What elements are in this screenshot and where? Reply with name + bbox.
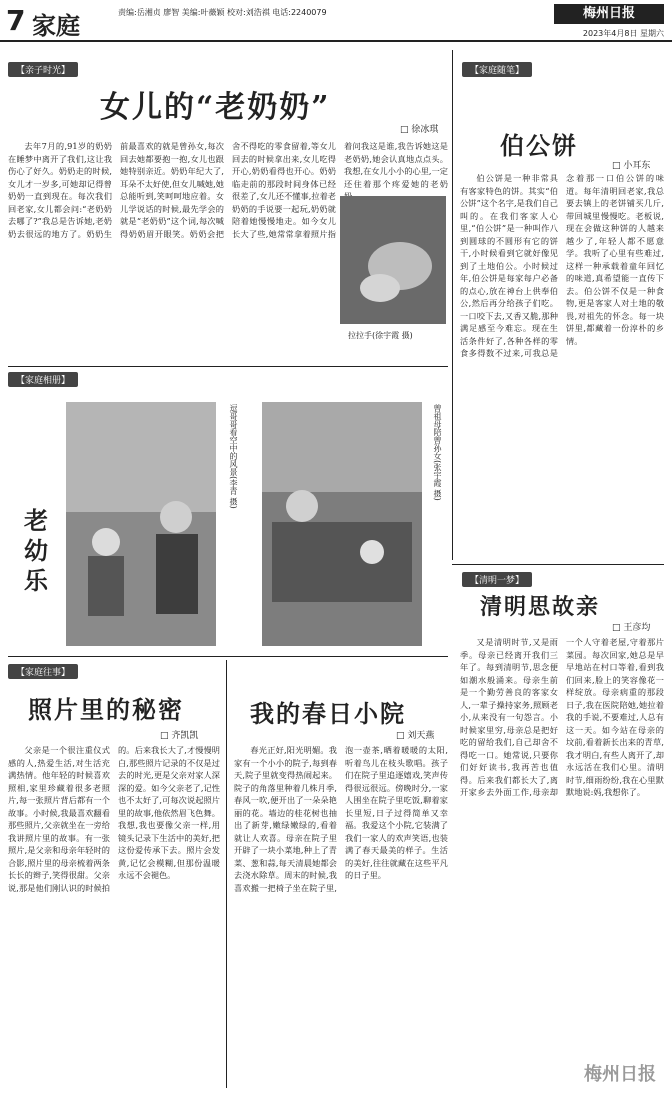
article3-photo2 [262,402,422,646]
article3-tag: 【家庭相册】 [8,372,78,387]
grandparent-child-photo-icon [66,402,216,646]
article2-tag: 【家庭随笔】 [462,62,532,77]
article1-tag: 【亲子时光】 [8,62,78,77]
article4-author: □ 王彦均 [612,623,651,633]
hands-photo-icon [340,196,446,324]
divider [8,656,448,657]
article6-author: □ 刘天燕 [396,731,435,741]
column-divider [226,660,227,1088]
article4-title: 清明思故亲 [480,594,601,620]
article3-title: 老幼乐 [24,506,50,595]
article2-author: □ 小耳东 [612,161,651,171]
article1-photo-caption: 拉拉手(徐宇霞 摄) [348,331,413,340]
article1-title: 女儿的“老奶奶” [100,90,331,125]
article2-title: 伯公饼 [500,131,578,160]
article4-body: 又是清明时节,又是雨季。母亲已经离开我们三年了。每到清明节,思念便如潮水般涌来。母亲生前是一个勤劳善良的客家女人,一辈子操持家务,照顾老小,从来没有一句怨言。小时候家里穷,母亲总是把好吃的留给我们,自己却舍不得吃一口。她常说,只要你们好好读书,我再苦也值得。后来我们都长大了,离开家乡去外面工作,母亲却一个人守着老屋,守着那片菜园。每次回家,她总是早早地站在村口等着,看到我们回来,脸上的笑容像花一样绽放。母亲病重的那段日子,我在医院陪她,她拉着我的手说,不要难过,人总有这一天。如今站在母亲的坟前,看着新长出来的青草,我才明白,有些人离开了,却永远活在我们心里。清明时节,细雨纷纷,我在心里默默地说:妈,我想你了。 [460,637,664,797]
article3-photo1-caption: 逗哥哥看空中的风景(李青 摄) [229,404,238,509]
article6-body: 春光正好,阳光明媚。我家有一个小小的院子,每到春天,院子里就变得热闹起来。院子的角落里种着几株月季,春风一吹,便开出了一朵朵艳丽的花。墙边的桂花树也抽出了新芽,嫩绿嫩绿的,看着就让人欢喜。母亲在院子里开辟了一块小菜地,种上了青菜、葱和蒜,每天清晨她都会去浇水除草。周末的时候,我喜欢搬一把椅子坐在院子里,泡一壶茶,晒着暖暖的太阳,听着鸟儿在枝头歌唱。孩子们在院子里追逐嬉戏,笑声传得很远很远。傍晚时分,一家人围坐在院子里吃饭,聊着家长里短,日子过得简单又幸福。我爱这个小院,它装满了我们一家人的欢声笑语,也装满了春天最美的样子。生活的美好,往往就藏在这些平凡的日子里。 [234,745,448,893]
article4-tag: 【清明一梦】 [462,572,532,587]
editor-credits: 责编:岳湘贞 廖智 美编:叶薇颖 校对:刘浩祺 电话:2240079 [118,8,327,17]
watermark: 梅州日报 [584,1064,656,1085]
article5-title: 照片里的秘密 [28,695,184,724]
article5-author: □ 齐凯凯 [160,731,199,741]
column-divider [452,50,453,560]
paper-logo: 梅州日报 [554,4,664,24]
article3-photo2-caption: 曾祖母陪曾孙女(张宇霞 摄) [433,404,442,501]
issue-date: 2023年4月8日 星期六 [582,29,664,38]
divider [8,366,448,367]
article3-photo1 [66,402,216,646]
great-grandmother-photo-icon [262,402,422,646]
article5-tag: 【家庭往事】 [8,664,78,679]
page-header [0,0,672,42]
divider [452,564,664,565]
article1-body: 去年7月的,91岁的奶奶在睡梦中离开了我们,这让我伤心了好久。奶奶走的时候,女儿才一岁多,可她却记得曾奶奶一直到现在。每次我们回老家,女儿都会问:“老奶奶去哪了?”我总是告诉她,老奶奶去很远的地方了。奶奶生前最喜欢的就是曾孙女,每次回去她都要抱一抱,女儿也跟她特别亲近。奶奶年纪大了,耳朵不太好使,但女儿喊她,她总能听到,笑呵呵地应着。女儿学说话的时候,最先学会的就是“老奶奶”这个词,每次喊得奶奶眉开眼笑。奶奶会把舍不得吃的零食留着,等女儿回去的时候拿出来,女儿吃得开心,奶奶看得也开心。奶奶临走前的那段时间身体已经很差了,女儿还不懂事,拉着老奶奶的手说要一起玩,奶奶就陪着她慢慢地走。如今女儿长大了些,她常常拿着照片指着问我这是谁,我告诉她这是老奶奶,她会认真地点点头。我想,在女儿小小的心里,一定还住着那个疼爱她的老奶 [8,141,448,239]
section-name: 家庭 [32,12,80,40]
article1-photo [340,196,446,324]
page-number: 7 [6,4,26,37]
article6-title: 我的春日小院 [250,699,406,728]
article1-author: □ 徐冰琪 [400,125,439,135]
article2-body: 伯公饼是一种非常具有客家特色的饼。其实“伯公饼”这个名字,是我们自己叫的。在我们客家人心里,“伯公饼”是一种叫作八到圆球的不圆形有它的饼干,小时候看到它就好像见到了土地伯公。小时候过年,伯公饼是每家每户必备的点心,放在神台上供奉伯公,然后再分给孩子们吃。一口咬下去,又香又脆,那种满足感至今难忘。现在生活条件好了,各种各样的零食多得数不过来,可我总是念着那一口伯公饼的味道。每年清明回老家,我总要去镇上的老饼铺买几斤,带回城里慢慢吃。老板说,现在会做这种饼的人越来越少了,年轻人都不愿意学。我听了心里有些难过,这样一种承载着童年回忆的味道,真希望能一直传下去。伯公饼不仅是一种食物,更是客家人对土地的敬畏,对祖先的怀念。每一块饼里,都藏着一份淳朴的乡情。 [460,173,664,358]
article5-body: 父亲是一个很注重仪式感的人,热爱生活,对生活充满热情。他年轻的时候喜欢照相,家里珍藏着很多老照片,每一张照片背后都有一个故事。小时候,我最喜欢翻看那些照片,父亲就坐在一旁给我讲照片里的故事。有一张照片,是父亲和母亲年轻时的合影,照片里的母亲梳着两条长长的辫子,笑得很甜。父亲说,那是他们刚认识的时候拍的。后来我长大了,才慢慢明白,那些照片记录的不仅是过去的时光,更是父亲对家人深深的爱。如今父亲老了,记性也不太好了,可每次说起照片里的故事,他依然眉飞色舞。我想,我也要像父亲一样,用镜头记录下生活中的美好,把这份爱传承下去。照片会发黄,记忆会模糊,但那份温暖永远不会褪色。 [8,745,220,893]
